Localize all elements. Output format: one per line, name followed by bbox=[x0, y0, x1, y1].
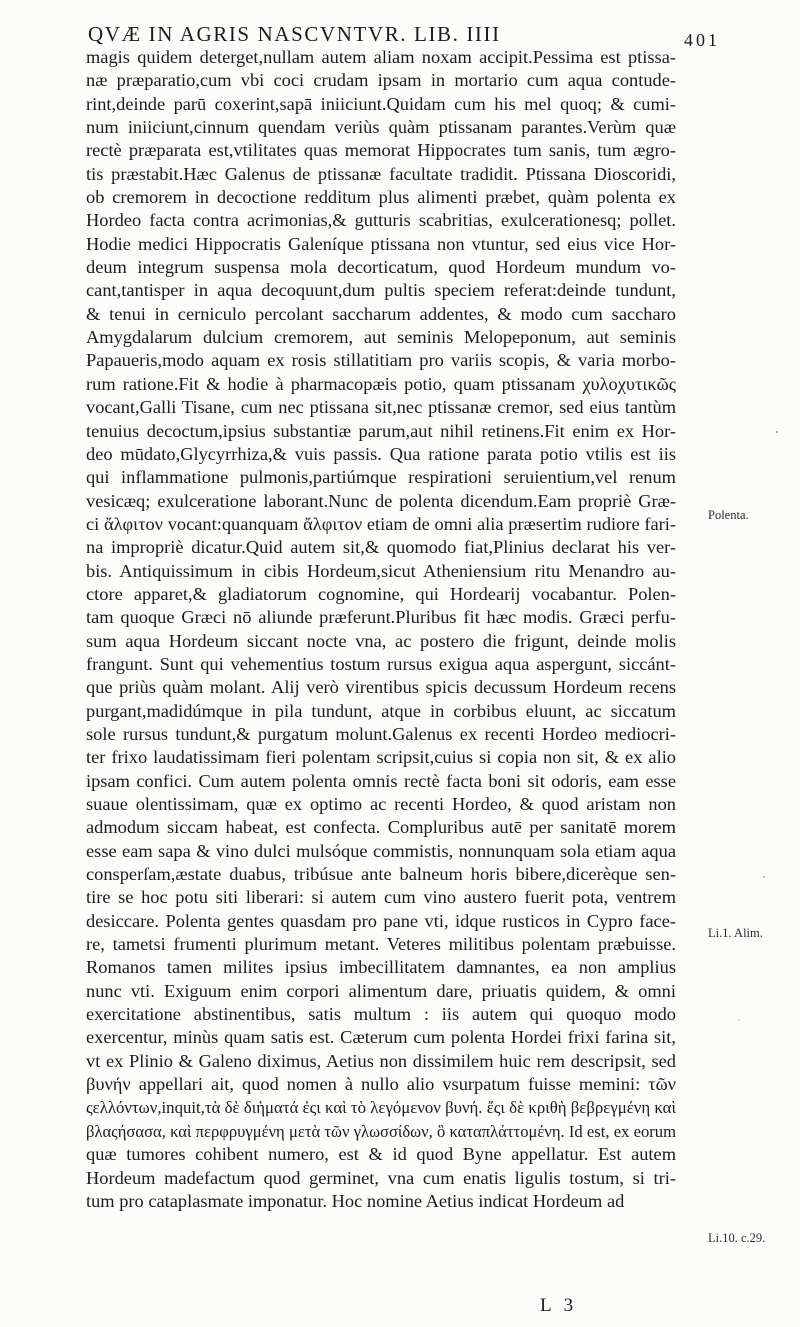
text-line: esse eam sapa & vino dulci mulsóque commistis, nonnunquam sola etiam aqua bbox=[86, 840, 676, 861]
text-line: Hodie medici Hippocratis Galeníque ptissana non vtuntur, sed eius vice Hor- bbox=[86, 233, 676, 254]
text-line: βυνήν appellari ait, quod nomen à nullo alio vsurpatum fuisse memini: τῶν bbox=[86, 1074, 676, 1095]
text-line: na impropriè dicatur.Quid autem sit,& quomodo fiat,Plinius declarat his ver- bbox=[86, 537, 676, 558]
margin-note-alim: Li.1. Alim. bbox=[708, 926, 763, 940]
text-line: ςελλόντων,inquit,τὰ δὲ διἡματά ἐςι καὶ τὸ λεγόμενον βυνή. ἔςι δὲ κριθὴ βεβρεγμένη καὶ bbox=[86, 1098, 676, 1118]
text-line: exercentur, minùs quam satis est. Cæterum cum polenta Hordei frixi farina sit, bbox=[86, 1027, 676, 1048]
folio-number: 401 bbox=[684, 30, 720, 50]
text-line: ter frixo laudatissimam fieri polentam scripsit,cuius si copia non sit, & ex alio bbox=[86, 747, 676, 768]
text-line: vesicæq; exulceratione laborant.Nunc de polenta dicendum.Eam propriè Græ- bbox=[86, 490, 676, 511]
text-line: ipsam confici. Cum autem polenta omnis rectè facta boni sit odoris, eam esse bbox=[86, 770, 676, 791]
text-line: frangunt. Sunt qui vehementius tostum rursus exigua aqua aspergunt, siccánt- bbox=[86, 653, 676, 674]
text-line: magis quidem deterget,nullam autem aliam noxam accipit.Pessima est ptissa- bbox=[86, 47, 676, 67]
text-line: Papaueris,modo aquam ex rosis stillatitiam pro variis scopis, & varia morbo- bbox=[86, 350, 676, 371]
text-line: rint,deinde parū coxerint,sapā iniiciunt.Quidam cum his mel quoq; & cumi- bbox=[86, 93, 676, 114]
text-line: & tenui in cerniculo percolant saccharum addentes, & modo cum sacchаro bbox=[86, 303, 676, 324]
text-line: Hordeo facta contra acrimonias,& gutturis scabritias, exulcerationesq; pollet. bbox=[86, 210, 676, 231]
text-line: Romanos tamen milites ipsius imbecillitatem damnantes, ea non amplius bbox=[86, 957, 676, 978]
text-line: vocant,Galli Tisane, cum nec ptissana sit,nec ptissanæ cremor, sed eius tantùm bbox=[86, 397, 676, 418]
text-line: tum pro cataplasmate imponatur. Hoc nomine Aetius indicat Hordeum ad bbox=[86, 1190, 625, 1211]
text-line: quæ tumores cohibent numero, est & id quod Byne appellatur. Est autem bbox=[86, 1144, 676, 1165]
text-line: tis præstabit.Hæc Galenus de ptissanæ facultate tradidit. Ptissana Dioscoridi, bbox=[86, 163, 676, 184]
signature-mark: L 3 bbox=[540, 1295, 578, 1316]
margin-note-li10: Li.10. c.29. bbox=[708, 1231, 766, 1245]
running-head: QVÆ IN AGRIS NASCVNTVR. LIB. IIII bbox=[88, 22, 501, 46]
body-text bbox=[86, 46, 676, 1213]
text-line: βλαςήσασα, καὶ περφρυγμένη μετὰ τῶν γλωσσίδων, ὃ καταπλάττομένη. Id est, ex eorum bbox=[86, 1121, 676, 1141]
text-line: cant,tantisper in aqua decoquunt,dum pultis speciem referat:deinde tundunt, bbox=[86, 280, 676, 301]
text-line: desiccare. Polenta gentes quasdam pro pane vti, idque rusticos in Cypro face- bbox=[86, 910, 676, 931]
text-line: næ præparatio,cum vbi coci crudam ipsam in mortario cum aqua contude- bbox=[86, 70, 676, 91]
text-line: qui inflammatione pulmonis,partiúmque respirationi seruientium,vel renum bbox=[86, 467, 676, 488]
text-line: consperſam,æstate duabus, tribúsue ante balneum horis bibere,dicerèque sen- bbox=[86, 864, 676, 885]
text-line: deo mūdato,Glycyrrhiza,& vuis passis. Qua ratione parata potio vtilis est iis bbox=[86, 443, 676, 464]
text-line: exercitatione abstinentibus, satis multum : iis autem qui quoquo modo bbox=[86, 1004, 676, 1025]
text-line: Hordeum madefactum quod germinet, vna cum enatis ligulis tostum, si tri- bbox=[86, 1167, 676, 1188]
text-line: rum ratione.Fit & hodie à pharmacopæis potio, quam ptissanam χυλοχυτικῶς bbox=[86, 373, 676, 394]
text-line: tire se hoc potu siti liberari: si autem cum vino austero fuerit pota, ventrem bbox=[86, 887, 676, 908]
text-line: purgant,madidúmque in pila tundunt, atque in corbibus eluunt, ac siccatum bbox=[86, 700, 676, 721]
text-line: vt ex Plinio & Galeno diximus, Aetius non dissimilem huic rem descripsit, sed bbox=[86, 1050, 676, 1071]
text-line: tam quoque Græci nō aliunde præferunt.Pluribus fit hæc modis. Græci perfu- bbox=[86, 607, 676, 628]
text-line: admodum siccam habeat, est confecta. Compluribus autē per sanitatē morem bbox=[86, 817, 676, 838]
text-line: que priùs quàm molant. Alij verò virentibus spicis decussum Hordeum recens bbox=[86, 677, 676, 698]
text-line: sum aqua Hordeum siccant nocte vna, ac postero die frigunt, deinde molis bbox=[86, 630, 676, 651]
text-line: ob cremorem in decoctione redditum plus alimenti præbet, quàm polenta ex bbox=[86, 187, 676, 208]
text-line: nunc vti. Exiguum enim corpori alimentum dare, priuatis quidem, & omni bbox=[86, 980, 676, 1001]
text-line: num iniiciunt,cinnum quendam veriùs quàm ptissanam parantes.Verùm quæ bbox=[86, 117, 676, 138]
text-line: ci ἄλφιτον vocant:quanquam ἄλφιτον etiam de omni alia præsertim rudiore fari- bbox=[86, 513, 676, 534]
text-line: deum integrum suspensa mola decorticatum, quod Hordeum mundum vo- bbox=[86, 257, 676, 278]
text-line: bis. Antiquissimum in cibis Hordeum,sicut Atheniensium ritu Menandro au- bbox=[86, 560, 676, 581]
text-line: rectè præparata est,vtilitates quas memorat Hippocrates tum sanis, tum ægro- bbox=[86, 140, 676, 161]
text-line: re, tametsi frumenti plurimum metant. Veteres militibus polentam præbuisse. bbox=[86, 934, 676, 955]
text-line: sole rursus tundunt,& purgatum molunt.Galenus ex recenti Hordeo mediocri- bbox=[86, 723, 676, 744]
text-line: suaue olentissimam, quæ ex optimo ac recenti Hordeo, & quod aristam non bbox=[86, 794, 676, 814]
text-line: ctore apparet,& gladiatorum cognomine, qui Hordearij vocabantur. Polen- bbox=[86, 583, 676, 604]
margin-note-polenta: Polenta. bbox=[708, 508, 749, 522]
text-line: tenuius decoctum,ipsius substantiæ parum,aut nihil retinens.Fit enim ex Hor- bbox=[86, 420, 676, 441]
text-line: Amygdalarum dulcium cremorem, aut seminis Melopeponum, aut seminis bbox=[86, 327, 676, 348]
